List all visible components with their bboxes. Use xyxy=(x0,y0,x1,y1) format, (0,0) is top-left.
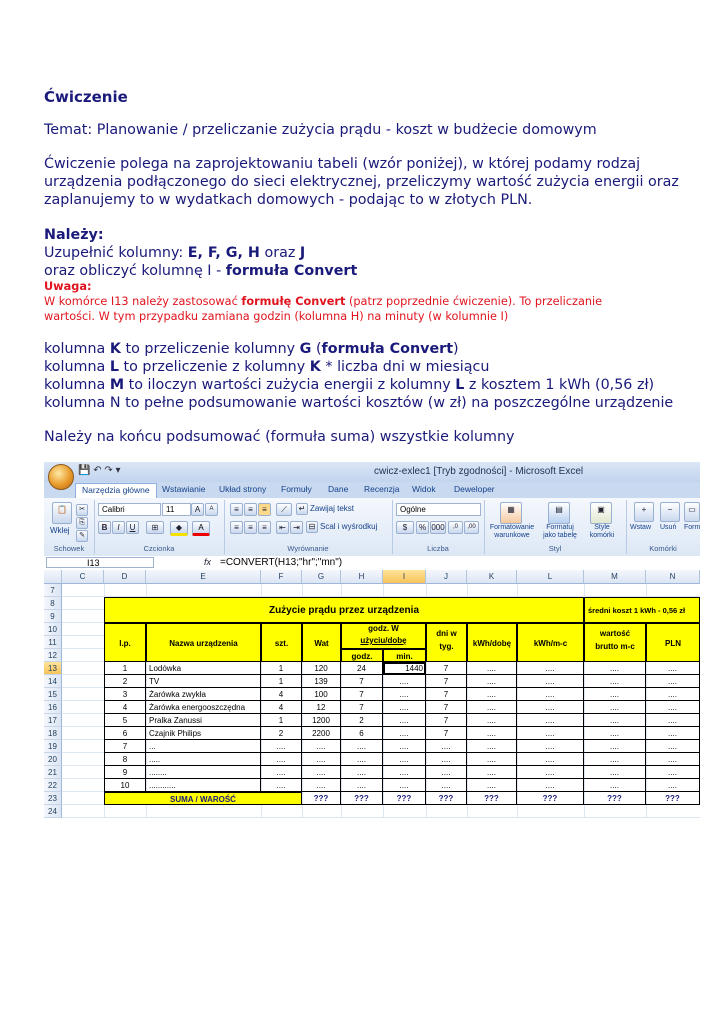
row-header[interactable]: 16 xyxy=(44,701,62,714)
text: z kosztem 1 kWh (0,56 zł) xyxy=(464,377,655,393)
table-cell[interactable]: 2 xyxy=(261,727,302,740)
tab-review[interactable]: Recenzja xyxy=(364,484,400,494)
row-header[interactable]: 12 xyxy=(44,649,62,662)
sum-cell[interactable]: ??? xyxy=(467,792,517,805)
table-cell[interactable]: ............ xyxy=(146,779,261,792)
table-cell[interactable]: .... xyxy=(426,740,467,753)
row-header[interactable]: 7 xyxy=(44,584,62,597)
header-wartosc-1: wartość xyxy=(599,629,631,638)
table-cell[interactable]: .... xyxy=(341,753,383,766)
header-name: Nazwa urządzenia xyxy=(146,623,261,662)
sum-cell[interactable]: ??? xyxy=(341,792,383,805)
table-cell[interactable]: .... xyxy=(383,714,426,727)
group-label: Czcionka xyxy=(143,544,175,553)
tab-view[interactable]: Widok xyxy=(412,484,436,494)
table-cell[interactable]: 1 xyxy=(261,662,302,675)
sum-cell[interactable]: ??? xyxy=(302,792,341,805)
table-cell[interactable]: 2 xyxy=(341,714,383,727)
column-header[interactable]: J xyxy=(426,570,467,584)
column-line-l xyxy=(44,359,489,375)
table-cell[interactable]: .... xyxy=(584,766,646,779)
note-text: (patrz poprzednie ćwiczenie). To przeliczanie xyxy=(345,295,603,308)
table-cell[interactable]: Czajnik Philips xyxy=(146,727,261,740)
group-cells xyxy=(626,500,700,554)
column-header[interactable]: K xyxy=(467,570,517,584)
column-header[interactable]: F xyxy=(261,570,302,584)
table-cell[interactable]: 7 xyxy=(341,688,383,701)
group-label: Komórki xyxy=(649,544,677,553)
table-cell[interactable]: .... xyxy=(467,766,517,779)
tab-formulas[interactable]: Formuły xyxy=(281,484,312,494)
header-wartosc-2: brutto m-c xyxy=(595,642,635,651)
table-cell[interactable]: 4 xyxy=(261,701,302,714)
text: to przeliczenie kolumny xyxy=(120,341,300,357)
percent-icon[interactable]: % xyxy=(416,521,429,534)
note-line-1 xyxy=(44,295,602,308)
table-cell[interactable]: 3 xyxy=(104,688,146,701)
table-cell[interactable]: .... xyxy=(584,753,646,766)
format-table-icon[interactable]: ▤ xyxy=(548,502,570,524)
table-cell[interactable]: 7 xyxy=(426,662,467,675)
table-cell[interactable]: 24 xyxy=(341,662,383,675)
table-cell[interactable]: .... xyxy=(584,688,646,701)
text: formuła Convert xyxy=(321,341,454,357)
table-cell[interactable]: .... xyxy=(646,714,700,727)
grow-font-icon[interactable]: A xyxy=(191,503,204,516)
row-header[interactable]: 23 xyxy=(44,792,62,805)
table-cell[interactable]: .... xyxy=(517,714,584,727)
merge-center-button[interactable]: Scal i wyśrodkuj xyxy=(320,522,378,531)
row-header[interactable]: 11 xyxy=(44,636,62,649)
conditional-format-button[interactable]: Formatowanie warunkowe xyxy=(489,524,535,539)
header-kwh-dobe: kWh/dobę xyxy=(467,623,517,662)
table-cell[interactable]: .... xyxy=(261,753,302,766)
table-cell[interactable]: 7 xyxy=(426,727,467,740)
task-title: Należy: xyxy=(44,227,104,243)
final-line: Należy na końcu podsumować (formuła suma) wszystkie kolumny xyxy=(44,429,515,445)
table-cell[interactable]: 4 xyxy=(261,688,302,701)
table-cell[interactable]: .... xyxy=(341,779,383,792)
borders-icon[interactable]: ⊞ xyxy=(146,521,164,534)
table-cell[interactable]: 7 xyxy=(341,675,383,688)
sum-cell[interactable]: ??? xyxy=(646,792,700,805)
formula-input[interactable]: =CONVERT(H13;"hr";"mn") xyxy=(220,557,343,568)
decrease-decimal-icon[interactable]: ,00 xyxy=(464,521,479,534)
cell-styles-button[interactable]: Style komórki xyxy=(589,524,615,539)
table-cell[interactable]: .... xyxy=(517,753,584,766)
table-cell[interactable]: Żarówka zwykła xyxy=(146,688,261,701)
table-cell[interactable]: 8 xyxy=(104,753,146,766)
fill-color-icon[interactable]: ◆ xyxy=(170,521,188,536)
task-column-j: J xyxy=(299,245,306,261)
text: ( xyxy=(311,341,322,357)
table-cell[interactable]: .... xyxy=(584,714,646,727)
column-header[interactable]: N xyxy=(646,570,700,584)
row-header[interactable]: 24 xyxy=(44,805,62,818)
table-cell[interactable]: .... xyxy=(383,688,426,701)
font-name-select[interactable]: Calibri xyxy=(98,503,161,516)
table-cell[interactable]: 2200 xyxy=(302,727,341,740)
table-cell[interactable]: ........ xyxy=(146,766,261,779)
sum-cell[interactable]: ??? xyxy=(383,792,426,805)
text: * liczba dni w miesiącu xyxy=(320,359,490,375)
table-cell[interactable]: .... xyxy=(467,662,517,675)
table-cell[interactable]: .... xyxy=(383,727,426,740)
table-cell[interactable]: .... xyxy=(517,701,584,714)
table-cell[interactable]: .... xyxy=(646,753,700,766)
active-cell[interactable]: 1440 xyxy=(383,662,426,675)
font-color-icon[interactable]: A xyxy=(192,521,210,536)
table-cell[interactable]: ..... xyxy=(146,753,261,766)
task-line-2 xyxy=(44,263,357,279)
column-header[interactable]: H xyxy=(341,570,383,584)
sum-cell[interactable]: ??? xyxy=(517,792,584,805)
thousands-icon[interactable]: 000 xyxy=(431,523,445,532)
text: kolumna xyxy=(44,341,110,357)
sum-cell[interactable]: ??? xyxy=(426,792,467,805)
table-cell[interactable]: Żarówka energooszczędna xyxy=(146,701,261,714)
group-label: Schowek xyxy=(53,544,85,553)
text: ) xyxy=(453,341,459,357)
table-cell[interactable]: .... xyxy=(261,766,302,779)
table-cell[interactable]: .... xyxy=(584,727,646,740)
header-wat: Wat xyxy=(302,623,341,662)
intro-line-1: Ćwiczenie polega na zaprojektowaniu tabeli (wzór poniżej), w której podamy rodzaj xyxy=(44,156,641,172)
table-cell[interactable]: .... xyxy=(467,688,517,701)
tab-developer[interactable]: Deweloper xyxy=(454,484,495,494)
format-painter-icon[interactable]: ✎ xyxy=(76,530,88,542)
table-cell[interactable]: 6 xyxy=(341,727,383,740)
table-cell[interactable]: .... xyxy=(302,753,341,766)
page-title: Ćwiczenie xyxy=(44,88,128,106)
table-cell[interactable]: .... xyxy=(383,675,426,688)
text: K xyxy=(309,359,321,375)
name-box[interactable]: I13 xyxy=(46,557,154,568)
header-szt: szt. xyxy=(261,623,302,662)
table-cell[interactable]: .... xyxy=(517,688,584,701)
table-cell[interactable]: .... xyxy=(467,675,517,688)
task-text: oraz obliczyć kolumnę I - xyxy=(44,263,226,279)
shrink-font-icon[interactable]: A xyxy=(205,503,218,516)
table-cell[interactable]: .... xyxy=(517,740,584,753)
header-lp: l.p. xyxy=(104,623,146,662)
ribbon xyxy=(44,498,700,557)
group-number xyxy=(392,500,485,554)
table-cell[interactable]: .... xyxy=(646,779,700,792)
table-cell[interactable]: 10 xyxy=(104,779,146,792)
note-text: W komórce I13 należy zastosować xyxy=(44,295,242,308)
bold-icon[interactable]: B xyxy=(98,521,111,534)
row-header[interactable]: 17 xyxy=(44,714,62,727)
table-cell[interactable]: .... xyxy=(584,701,646,714)
table-cell[interactable]: .... xyxy=(467,714,517,727)
table-cell[interactable]: 1 xyxy=(104,662,146,675)
table-cell[interactable]: .... xyxy=(467,753,517,766)
table-cell[interactable]: .... xyxy=(302,740,341,753)
group-alignment xyxy=(224,500,393,554)
table-cell[interactable]: .... xyxy=(302,766,341,779)
table-cell[interactable]: .... xyxy=(646,766,700,779)
table-cell[interactable]: 6 xyxy=(104,727,146,740)
table-cell[interactable]: .... xyxy=(341,766,383,779)
column-header[interactable]: E xyxy=(146,570,261,584)
table-cell[interactable]: .... xyxy=(517,766,584,779)
table-cell[interactable]: 12 xyxy=(302,701,341,714)
increase-decimal-icon[interactable]: ,0 xyxy=(448,521,463,534)
table-cell[interactable]: 7 xyxy=(341,701,383,714)
excel-screenshot xyxy=(44,462,700,822)
format-cells-icon[interactable]: ▭ xyxy=(684,502,700,522)
group-label: Liczba xyxy=(427,544,449,553)
text: L xyxy=(109,359,119,375)
ribbon-tabs xyxy=(44,482,700,498)
row-header[interactable]: 20 xyxy=(44,753,62,766)
group-clipboard xyxy=(44,500,95,554)
tab-page-layout[interactable]: Układ strony xyxy=(219,484,267,494)
text: to iloczyn wartości zużycia energii z kolumny xyxy=(124,377,456,393)
header-pln: PLN xyxy=(646,623,700,662)
format-button[interactable]: Form xyxy=(684,524,700,531)
table-cell[interactable]: 139 xyxy=(302,675,341,688)
table-cell[interactable]: .... xyxy=(383,740,426,753)
insert-button[interactable]: Wstaw xyxy=(630,524,651,531)
select-all-corner[interactable] xyxy=(44,570,62,584)
table-cell[interactable]: .... xyxy=(646,675,700,688)
table-cell[interactable]: Pralka Zanussi xyxy=(146,714,261,727)
row-header[interactable]: 9 xyxy=(44,610,62,623)
table-cell[interactable]: .... xyxy=(584,740,646,753)
header-uzycie: użyciu/dobę xyxy=(360,636,407,645)
sum-label: SUMA / WAROŚĆ xyxy=(104,792,302,805)
group-label: Styl xyxy=(548,544,562,553)
row-header[interactable]: 19 xyxy=(44,740,62,753)
column-header[interactable]: C xyxy=(62,570,104,584)
align-bottom-icon[interactable]: ≡ xyxy=(258,503,271,516)
text: K xyxy=(109,341,121,357)
table-cell[interactable]: .... xyxy=(584,662,646,675)
note-title: Uwaga: xyxy=(44,280,92,293)
text: L xyxy=(455,377,465,393)
row-header[interactable]: 18 xyxy=(44,727,62,740)
table-cell[interactable]: 9 xyxy=(104,766,146,779)
table-cell[interactable]: 2 xyxy=(104,675,146,688)
cost-note: średni koszt 1 kWh - 0,56 zł xyxy=(584,597,700,623)
merge-icon[interactable]: ⊟ xyxy=(306,521,318,533)
table-cell[interactable]: .... xyxy=(646,740,700,753)
italic-icon[interactable]: I xyxy=(112,521,125,534)
table-cell[interactable]: .... xyxy=(517,779,584,792)
header-dni-2: tyg. xyxy=(439,642,454,651)
header-godz: godz. xyxy=(341,649,383,662)
tab-insert[interactable]: Wstawianie xyxy=(162,484,206,494)
increase-indent-icon[interactable]: ⇥ xyxy=(290,521,303,534)
row-header[interactable]: 14 xyxy=(44,675,62,688)
text: kolumna xyxy=(44,359,110,375)
number-format-select[interactable]: Ogólne xyxy=(396,503,481,516)
table-cell[interactable]: .... xyxy=(584,779,646,792)
column-line-k xyxy=(44,341,459,357)
align-right-icon[interactable]: ≡ xyxy=(258,521,271,534)
underline-icon[interactable]: U xyxy=(126,521,139,534)
table-cell[interactable]: 7 xyxy=(426,701,467,714)
currency-icon[interactable]: $ xyxy=(396,521,414,534)
table-cell[interactable]: 1200 xyxy=(302,714,341,727)
text: G xyxy=(299,341,312,357)
table-cell[interactable]: .... xyxy=(584,675,646,688)
table-cell[interactable]: .... xyxy=(426,753,467,766)
column-header[interactable]: M xyxy=(584,570,646,584)
table-cell[interactable]: ... xyxy=(146,740,261,753)
group-font xyxy=(94,500,225,554)
text: kolumna xyxy=(44,377,110,393)
table-cell[interactable]: .... xyxy=(302,779,341,792)
row-header[interactable]: 22 xyxy=(44,779,62,792)
table-cell[interactable]: .... xyxy=(383,766,426,779)
wrap-text-button[interactable]: Zawijaj tekst xyxy=(310,504,355,513)
quick-access-toolbar[interactable]: 💾 ↶ ↷ ▾ xyxy=(78,465,121,476)
paste-button[interactable]: Wklej xyxy=(50,526,70,535)
table-cell[interactable]: 100 xyxy=(302,688,341,701)
table-cell[interactable]: 120 xyxy=(302,662,341,675)
cell-styles-icon[interactable]: ▣ xyxy=(590,502,612,524)
align-center-icon[interactable]: ≡ xyxy=(244,521,257,534)
table-cell[interactable]: .... xyxy=(467,727,517,740)
row-header[interactable]: 10 xyxy=(44,623,62,636)
table-cell[interactable]: 7 xyxy=(426,675,467,688)
delete-cells-icon[interactable]: − xyxy=(660,502,680,522)
header-dni-1: dni w xyxy=(436,629,457,638)
wrap-text-icon[interactable]: ↵ xyxy=(296,503,308,515)
column-header[interactable]: L xyxy=(517,570,584,584)
task-columns: E, F, G, H xyxy=(187,245,260,261)
table-cell[interactable]: .... xyxy=(646,701,700,714)
task-line-1 xyxy=(44,245,305,261)
table-cell[interactable]: .... xyxy=(261,779,302,792)
delete-button[interactable]: Usuń xyxy=(660,524,677,531)
row-header[interactable]: 13 xyxy=(44,662,62,675)
gridline xyxy=(62,817,700,818)
conditional-format-icon[interactable]: ▦ xyxy=(500,502,522,524)
table-cell[interactable]: .... xyxy=(646,662,700,675)
orientation-icon[interactable]: ⟋ xyxy=(276,503,292,516)
table-cell[interactable]: .... xyxy=(646,727,700,740)
table-cell[interactable]: 4 xyxy=(104,701,146,714)
table-cell[interactable]: .... xyxy=(383,779,426,792)
paste-icon[interactable]: 📋 xyxy=(52,502,72,524)
sum-cell[interactable]: ??? xyxy=(584,792,646,805)
row-header[interactable]: 21 xyxy=(44,766,62,779)
table-cell[interactable]: .... xyxy=(517,727,584,740)
cut-icon[interactable]: ✂ xyxy=(76,504,88,516)
text: M xyxy=(109,377,125,393)
table-cell[interactable]: 1 xyxy=(261,714,302,727)
align-top-icon[interactable]: ≡ xyxy=(230,503,243,516)
task-formula: formuła Convert xyxy=(225,263,358,279)
table-cell[interactable]: Lodówka xyxy=(146,662,261,675)
text: to przeliczenie z kolumny xyxy=(118,359,310,375)
table-cell[interactable]: TV xyxy=(146,675,261,688)
tab-data[interactable]: Dane xyxy=(328,484,349,494)
group-label: Wyrównanie xyxy=(287,544,329,553)
table-title: Zużycie prądu przez urządzenia xyxy=(104,597,584,623)
row-header[interactable]: 15 xyxy=(44,688,62,701)
note-line-2: wartości. W tym przypadku zamiana godzin (kolumna H) na minuty (w kolumnie I) xyxy=(44,310,509,323)
window-title: cwicz-exlec1 [Tryb zgodności] - Microsoft Excel xyxy=(374,466,584,477)
table-cell[interactable]: .... xyxy=(467,701,517,714)
table-cell[interactable]: .... xyxy=(383,753,426,766)
column-header[interactable]: G xyxy=(302,570,341,584)
table-cell[interactable]: .... xyxy=(383,701,426,714)
office-button[interactable] xyxy=(48,464,74,490)
excel-titlebar xyxy=(44,462,700,483)
header-min: min. xyxy=(383,649,426,662)
row-header[interactable]: 8 xyxy=(44,597,62,610)
insert-cells-icon[interactable]: + xyxy=(634,502,654,522)
column-header[interactable]: I xyxy=(383,570,426,584)
align-middle-icon[interactable]: ≡ xyxy=(244,503,257,516)
task-text: Uzupełnić kolumny: xyxy=(44,245,188,261)
table-cell[interactable]: 1 xyxy=(261,675,302,688)
topic-line: Temat: Planowanie / przeliczanie zużycia prądu - koszt w budżecie domowym xyxy=(44,122,597,138)
table-cell[interactable]: .... xyxy=(261,740,302,753)
table-cell[interactable]: .... xyxy=(341,740,383,753)
intro-line-3: zaplanujemy to w wydatkach domowych - podając to w złotych PLN. xyxy=(44,192,533,208)
align-left-icon[interactable]: ≡ xyxy=(230,521,243,534)
table-cell[interactable]: 7 xyxy=(104,740,146,753)
table-cell[interactable]: .... xyxy=(426,766,467,779)
intro-line-2: urządzenia podłączonego do sieci elektrycznej, przeliczymy wartość zużycia energii oraz xyxy=(44,174,679,190)
table-cell[interactable]: .... xyxy=(426,779,467,792)
task-text: oraz xyxy=(259,245,300,261)
table-cell[interactable]: .... xyxy=(517,662,584,675)
column-line-n: kolumna N to pełne podsumowanie wartości kosztów (w zł) na poszczególne urządzenie xyxy=(44,395,674,411)
decrease-indent-icon[interactable]: ⇤ xyxy=(276,521,289,534)
table-cell[interactable]: .... xyxy=(646,688,700,701)
group-styles xyxy=(484,500,627,554)
table-cell[interactable]: 7 xyxy=(426,688,467,701)
tab-home[interactable]: Narzędzia główne xyxy=(75,483,157,499)
note-formula: formułę Convert xyxy=(241,295,346,308)
table-cell[interactable]: 7 xyxy=(426,714,467,727)
table-cell[interactable]: 5 xyxy=(104,714,146,727)
table-cell[interactable]: .... xyxy=(467,740,517,753)
copy-icon[interactable]: ⎘ xyxy=(76,517,88,529)
header-kwh-mc: kWh/m-c xyxy=(517,623,584,662)
font-size-select[interactable]: 11 xyxy=(162,503,191,516)
format-table-button[interactable]: Formatuj jako tabelę xyxy=(543,524,577,539)
column-line-m xyxy=(44,377,654,393)
fx-icon[interactable]: fx xyxy=(204,557,212,567)
column-header[interactable]: D xyxy=(104,570,146,584)
table-cell[interactable]: .... xyxy=(517,675,584,688)
formula-bar xyxy=(44,556,700,571)
table-cell[interactable]: .... xyxy=(467,779,517,792)
header-godz-w: godz. W xyxy=(368,624,399,633)
